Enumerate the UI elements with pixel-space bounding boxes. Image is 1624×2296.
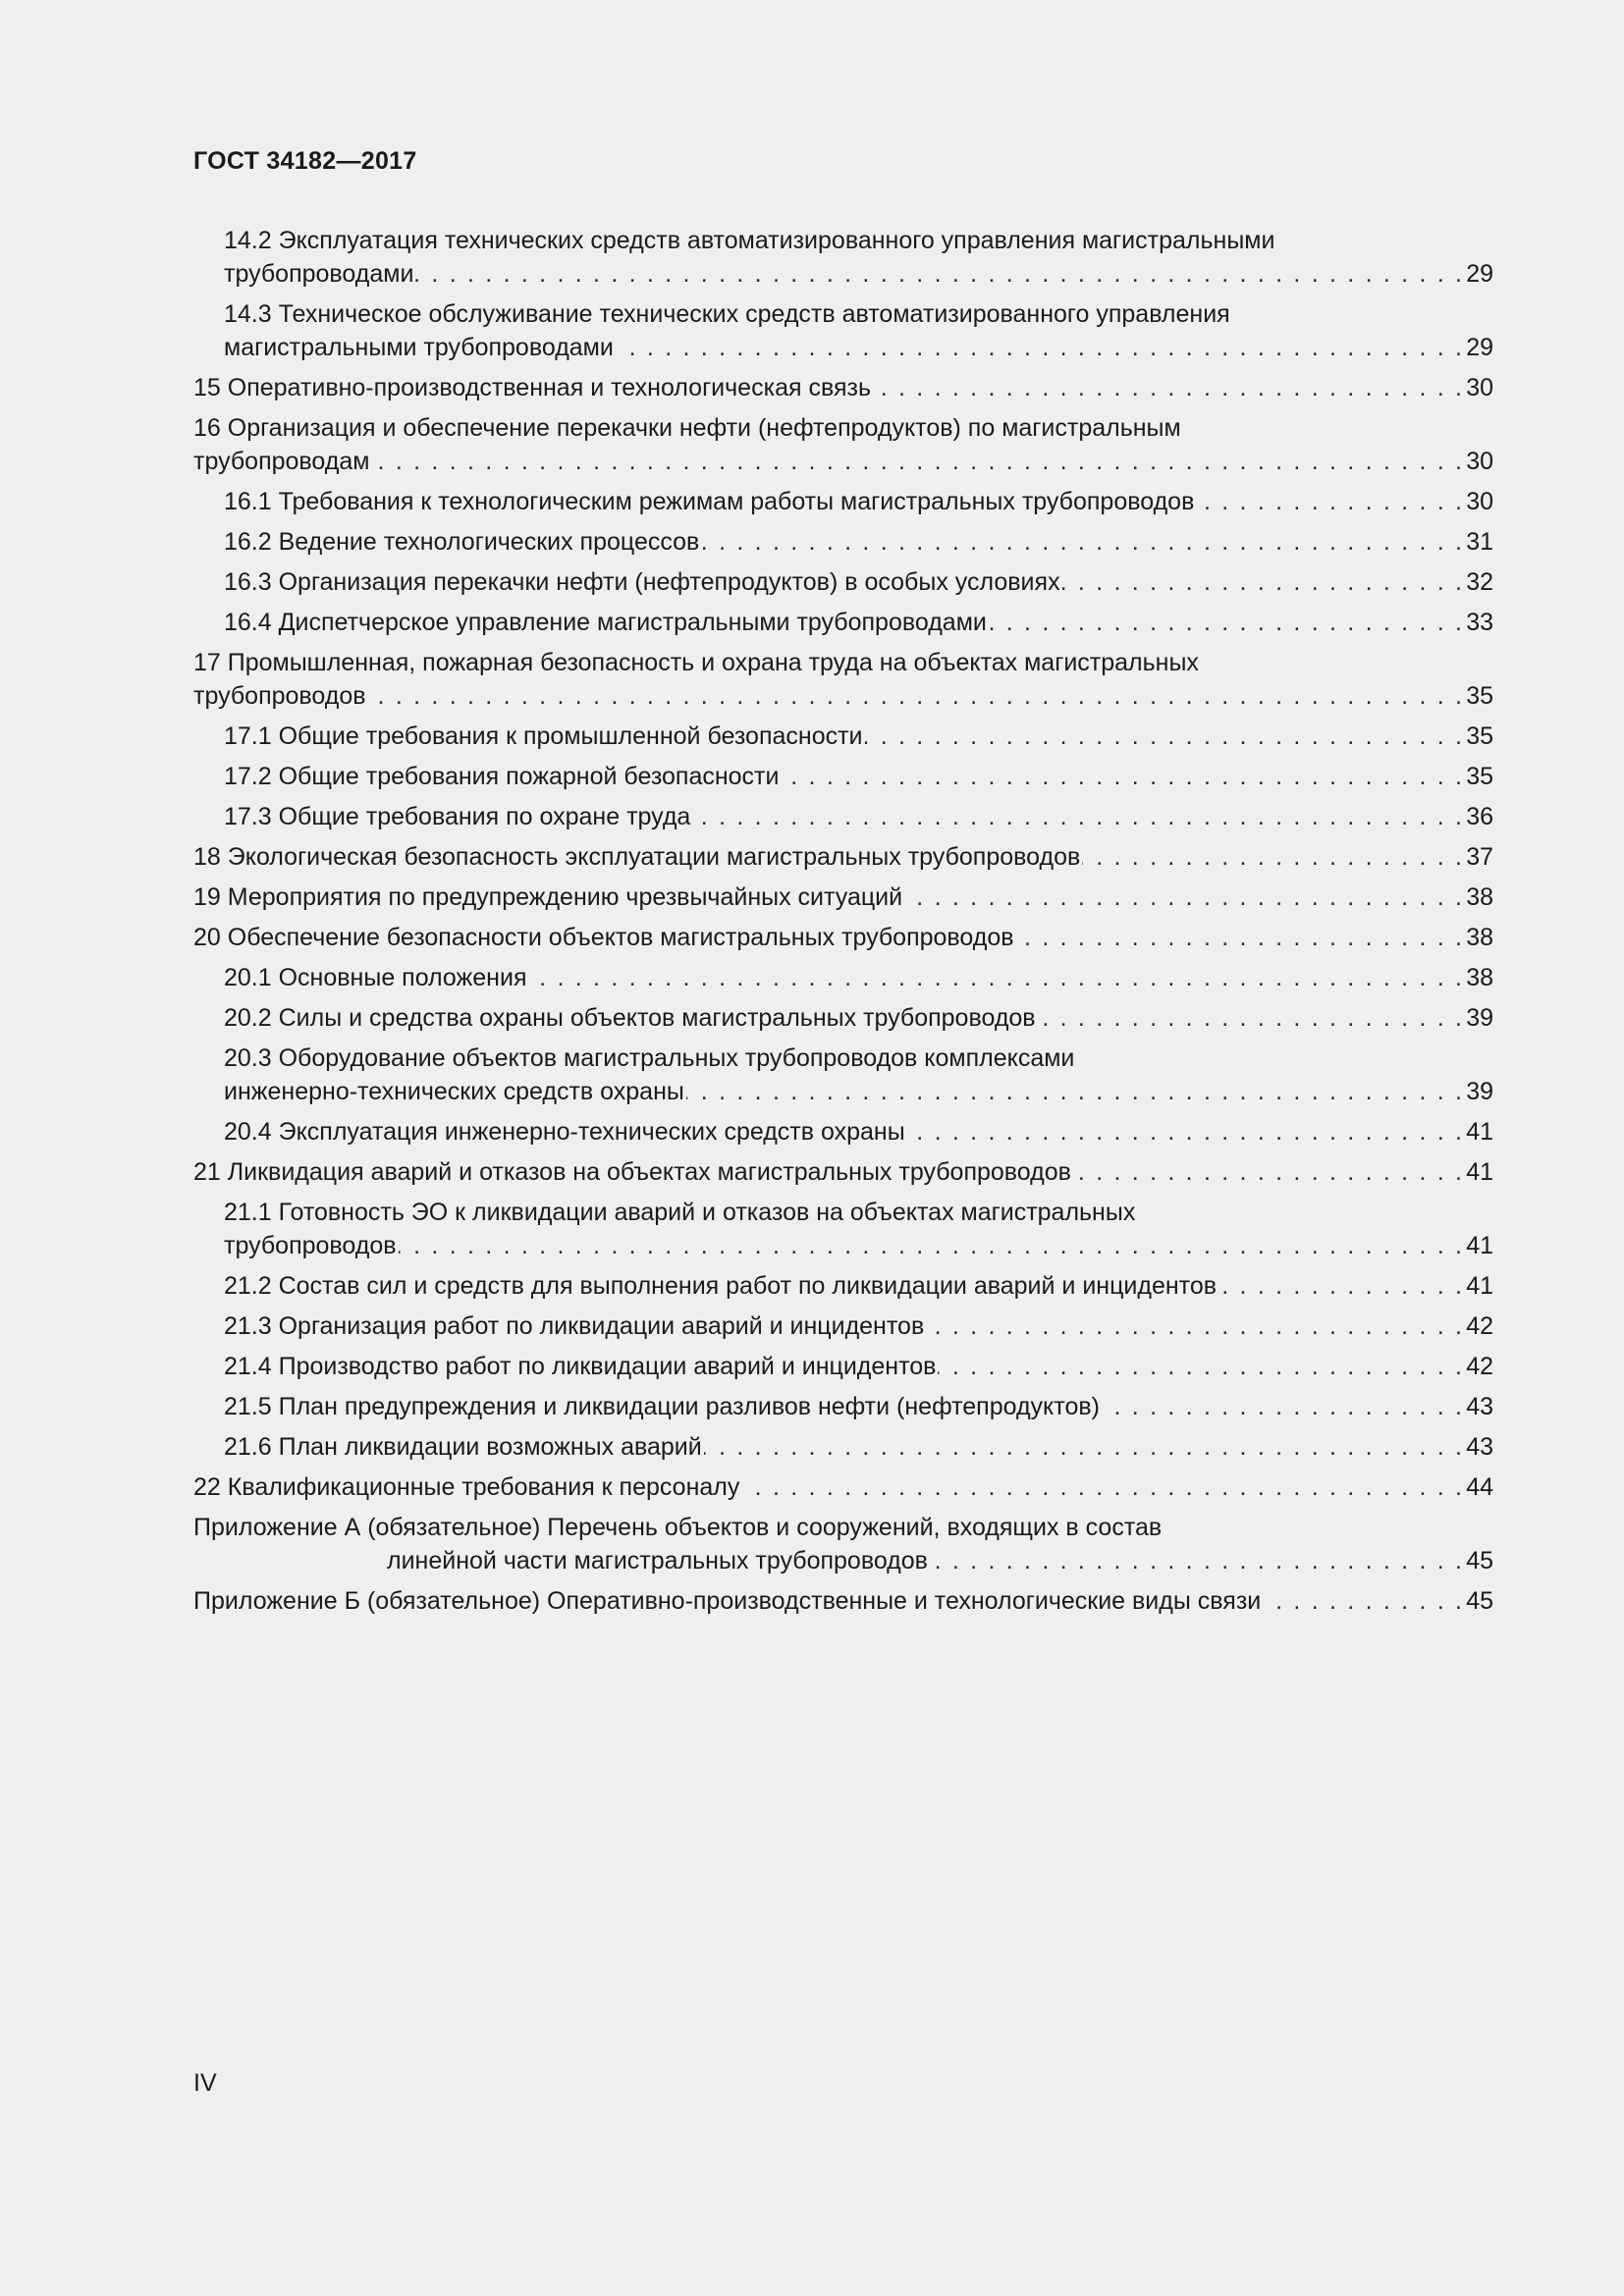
toc-entry-line bbox=[224, 331, 1493, 364]
toc-entry bbox=[193, 840, 1493, 874]
toc-entry bbox=[193, 1430, 1493, 1464]
dot-leader bbox=[907, 1115, 1465, 1148]
toc-page-number: 45 bbox=[1466, 1587, 1493, 1615]
toc-entry bbox=[193, 760, 1493, 793]
toc-page-number: 37 bbox=[1466, 843, 1493, 871]
dot-leader bbox=[938, 1350, 1464, 1383]
dot-leader bbox=[989, 606, 1464, 639]
toc-entry bbox=[193, 1350, 1493, 1383]
dot-leader bbox=[1016, 921, 1465, 954]
dot-leader bbox=[528, 961, 1464, 994]
toc-entry-line bbox=[224, 800, 1493, 833]
toc-entry-title: 20.1 Основные положения bbox=[224, 964, 527, 991]
toc-entry-line bbox=[193, 445, 1493, 478]
toc-entry-line bbox=[224, 257, 1493, 291]
toc-entry-line bbox=[193, 1470, 1493, 1504]
toc-entry-title: 20 Обеспечение безопасности объектов магистральных трубопроводов bbox=[193, 924, 1014, 951]
toc-entry-title-line: 14.3 Техническое обслуживание технических средств автоматизированного управления bbox=[224, 300, 1230, 328]
toc-entry-title: 17.1 Общие требования к промышленной безопасности bbox=[224, 722, 863, 750]
toc-page-number: 41 bbox=[1466, 1232, 1493, 1259]
toc-page-number: 29 bbox=[1466, 334, 1493, 361]
toc-entry-line bbox=[193, 679, 1493, 713]
toc-entry bbox=[193, 1511, 1493, 1577]
dot-leader bbox=[616, 331, 1464, 364]
toc-entry-title: 19 Мероприятия по предупреждению чрезвычайных ситуаций bbox=[193, 883, 903, 911]
toc-entry-title: инженерно-технических средств охраны bbox=[224, 1078, 684, 1105]
toc-page-number: 38 bbox=[1466, 964, 1493, 991]
dot-leader bbox=[1218, 1269, 1464, 1303]
toc-entry-line bbox=[224, 565, 1493, 599]
toc-entry bbox=[193, 1309, 1493, 1343]
toc-entry bbox=[193, 525, 1493, 559]
dot-leader bbox=[1073, 1155, 1464, 1189]
toc-entry-title: линейной части магистральных трубопроводов bbox=[387, 1547, 928, 1575]
toc-entry bbox=[193, 1115, 1493, 1148]
toc-entry bbox=[193, 606, 1493, 639]
toc-entry-title: трубопроводам bbox=[193, 448, 370, 475]
toc-page-number: 30 bbox=[1466, 374, 1493, 401]
toc-entry bbox=[193, 1196, 1493, 1262]
toc-page-number: 31 bbox=[1466, 528, 1493, 556]
toc-entry-title: 15 Оперативно-производственная и технологическая связь bbox=[193, 374, 871, 401]
document-title: ГОСТ 34182—2017 bbox=[193, 147, 417, 175]
toc-page-number: 39 bbox=[1466, 1004, 1493, 1032]
toc-entry-title: 20.4 Эксплуатация инженерно-технических средств охраны bbox=[224, 1118, 905, 1146]
toc-entry-title: 21.2 Состав сил и средств для выполнения работ по ликвидации аварий и инцидентов bbox=[224, 1272, 1218, 1300]
toc-entry bbox=[193, 371, 1493, 404]
toc-entry-title: 20.2 Силы и средства охраны объектов магистральных трубопроводов bbox=[224, 1004, 1036, 1032]
toc-page-number: 44 bbox=[1466, 1473, 1493, 1501]
toc-entry bbox=[193, 485, 1493, 518]
toc-entry-title: 16.4 Диспетчерское управление магистральными трубопроводами bbox=[224, 609, 987, 636]
toc-entry-title: 21.6 План ликвидации возможных аварий bbox=[224, 1433, 702, 1461]
toc-entry-title: 17.3 Общие требования по охране труда bbox=[224, 803, 691, 830]
toc-page-number: 35 bbox=[1466, 682, 1493, 710]
dot-leader bbox=[865, 720, 1465, 753]
toc-entry-title: магистральными трубопроводами bbox=[224, 334, 614, 361]
toc-entry-title: трубопроводов bbox=[193, 682, 366, 710]
dot-leader bbox=[1263, 1584, 1464, 1618]
toc-entry-line bbox=[224, 1115, 1493, 1148]
toc-page-number: 32 bbox=[1466, 568, 1493, 596]
toc-entry-title-line: 14.2 Эксплуатация технических средств автоматизированного управления магистральными bbox=[224, 227, 1275, 254]
toc-entry bbox=[193, 961, 1493, 994]
toc-page-number: 33 bbox=[1466, 609, 1493, 636]
toc-entry-line bbox=[193, 1155, 1493, 1189]
toc-page-number: 30 bbox=[1466, 448, 1493, 475]
dot-leader bbox=[415, 257, 1464, 291]
dot-leader bbox=[873, 371, 1464, 404]
toc-entry-title: 16.2 Ведение технологических процессов bbox=[224, 528, 700, 556]
toc-entry-line bbox=[193, 1544, 1493, 1577]
toc-page-number: 41 bbox=[1466, 1118, 1493, 1146]
toc-page-number: 35 bbox=[1466, 722, 1493, 750]
toc-entry-title: 17.2 Общие требования пожарной безопасности bbox=[224, 763, 780, 790]
toc-entry-line bbox=[224, 485, 1493, 518]
toc-entry-title: 21.3 Организация работ по ликвидации аварий и инцидентов bbox=[224, 1312, 925, 1340]
toc-page-number: 36 bbox=[1466, 803, 1493, 830]
toc-entry bbox=[193, 1470, 1493, 1504]
dot-leader bbox=[399, 1229, 1465, 1262]
dot-leader bbox=[701, 525, 1464, 559]
toc-entry-title-line: 17 Промышленная, пожарная безопасность и охрана труда на объектах магистральных bbox=[193, 649, 1199, 676]
toc-entry-line bbox=[193, 840, 1493, 874]
page-number: IV bbox=[193, 2069, 217, 2097]
dot-leader bbox=[781, 760, 1464, 793]
toc-page-number: 42 bbox=[1466, 1353, 1493, 1380]
toc-page-number: 35 bbox=[1466, 763, 1493, 790]
toc-entry-line bbox=[224, 525, 1493, 559]
toc-entry bbox=[193, 1584, 1493, 1618]
toc-entry-line bbox=[224, 606, 1493, 639]
toc-entry bbox=[193, 646, 1493, 713]
dot-leader bbox=[930, 1544, 1464, 1577]
toc-entry bbox=[193, 1001, 1493, 1035]
toc-page-number: 38 bbox=[1466, 924, 1493, 951]
toc-page-number: 39 bbox=[1466, 1078, 1493, 1105]
dot-leader bbox=[1038, 1001, 1465, 1035]
toc-entry bbox=[193, 297, 1493, 364]
toc-entry-line bbox=[224, 1229, 1493, 1262]
toc-entry-line bbox=[224, 1269, 1493, 1303]
dot-leader bbox=[1062, 565, 1465, 599]
toc-entry-title-line: 16 Организация и обеспечение перекачки нефти (нефтепродуктов) по магистральным bbox=[193, 414, 1181, 442]
toc-entry-title-line: Приложение А (обязательное) Перечень объектов и сооружений, входящих в состав bbox=[193, 1514, 1163, 1541]
toc-entry bbox=[193, 720, 1493, 753]
toc-entry-title-line: 20.3 Оборудование объектов магистральных трубопроводов комплексами bbox=[224, 1044, 1075, 1072]
toc-entry bbox=[193, 1041, 1493, 1108]
toc-entry-title: 22 Квалификационные требования к персоналу bbox=[193, 1473, 740, 1501]
toc-entry-line bbox=[193, 921, 1493, 954]
toc-entry bbox=[193, 1390, 1493, 1423]
toc-entry-title: 21 Ликвидация аварий и отказов на объектах магистральных трубопроводов bbox=[193, 1158, 1071, 1186]
toc-entry bbox=[193, 921, 1493, 954]
toc-entry-title: 21.5 План предупреждения и ликвидации разливов нефти (нефтепродуктов) bbox=[224, 1393, 1100, 1420]
toc-page-number: 29 bbox=[1466, 260, 1493, 288]
toc-entry bbox=[193, 411, 1493, 478]
toc-entry-line bbox=[193, 1584, 1493, 1618]
toc-page-number: 43 bbox=[1466, 1433, 1493, 1461]
dot-leader bbox=[692, 800, 1464, 833]
toc-entry bbox=[193, 224, 1493, 291]
toc-entry-title: 21.4 Производство работ по ликвидации аварий и инцидентов bbox=[224, 1353, 937, 1380]
dot-leader bbox=[1102, 1390, 1464, 1423]
dot-leader bbox=[1082, 840, 1464, 874]
dot-leader bbox=[686, 1075, 1464, 1108]
toc-entry-title: 16.1 Требования к технологическим режимам работы магистральных трубопроводов bbox=[224, 488, 1195, 515]
dot-leader bbox=[926, 1309, 1464, 1343]
toc-page-number: 41 bbox=[1466, 1158, 1493, 1186]
toc-page-number: 38 bbox=[1466, 883, 1493, 911]
toc-entry-title-line: 21.1 Готовность ЭО к ликвидации аварий и отказов на объектах магистральных bbox=[224, 1199, 1136, 1226]
toc-entry bbox=[193, 565, 1493, 599]
toc-entry-title: Приложение Б (обязательное) Оперативно-производственные и технологические виды связи bbox=[193, 1587, 1262, 1615]
toc-entry bbox=[193, 1269, 1493, 1303]
dot-leader bbox=[904, 881, 1464, 914]
toc-entry-title: трубопроводов bbox=[224, 1232, 397, 1259]
toc-entry-line bbox=[193, 371, 1493, 404]
dot-leader bbox=[741, 1470, 1464, 1504]
toc-entry-line bbox=[193, 881, 1493, 914]
toc-entry-title: 18 Экологическая безопасность эксплуатации магистральных трубопроводов bbox=[193, 843, 1081, 871]
toc-page-number: 30 bbox=[1466, 488, 1493, 515]
toc-entry-line bbox=[224, 1075, 1493, 1108]
toc-entry bbox=[193, 800, 1493, 833]
toc-page-number: 42 bbox=[1466, 1312, 1493, 1340]
toc-entry-line bbox=[224, 1390, 1493, 1423]
toc-entry-line bbox=[224, 1309, 1493, 1343]
toc-page-number: 43 bbox=[1466, 1393, 1493, 1420]
toc-entry-line bbox=[224, 1430, 1493, 1464]
toc-entry-line bbox=[224, 1350, 1493, 1383]
toc-entry-line bbox=[224, 720, 1493, 753]
toc-page-number: 45 bbox=[1466, 1547, 1493, 1575]
table-of-contents bbox=[193, 224, 1493, 1625]
toc-page-number: 41 bbox=[1466, 1272, 1493, 1300]
toc-entry-line bbox=[224, 961, 1493, 994]
toc-entry-line bbox=[224, 1001, 1493, 1035]
dot-leader bbox=[371, 445, 1464, 478]
dot-leader bbox=[704, 1430, 1464, 1464]
toc-entry bbox=[193, 1155, 1493, 1189]
dot-leader bbox=[368, 679, 1465, 713]
toc-entry-line bbox=[224, 760, 1493, 793]
toc-entry-title: 16.3 Организация перекачки нефти (нефтепродуктов) в особых условиях bbox=[224, 568, 1060, 596]
dot-leader bbox=[1196, 485, 1464, 518]
toc-entry-title: трубопроводами bbox=[224, 260, 414, 288]
toc-entry bbox=[193, 881, 1493, 914]
